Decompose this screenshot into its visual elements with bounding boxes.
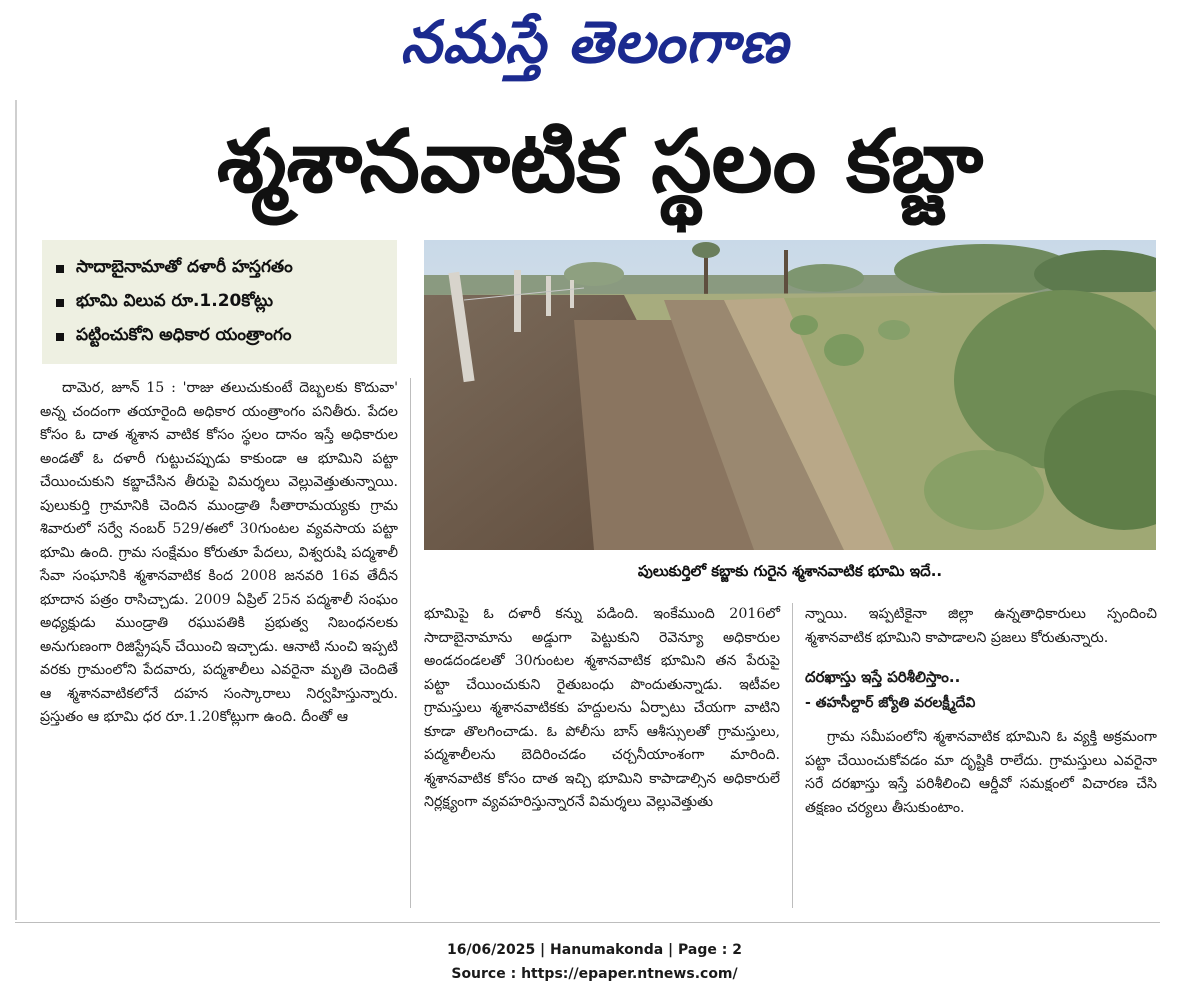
- highlight-text: భూమి విలువ రూ.1.20కోట్లు: [76, 291, 273, 311]
- footer-edition-info: 16/06/2025 | Hanumakonda | Page : 2: [447, 942, 742, 958]
- article-subhead-byline: - తహసీల్దార్ జ్యోతి వరలక్ష్మీదేవి: [805, 695, 976, 711]
- square-bullet-icon: [56, 299, 64, 307]
- margin-rule: [15, 100, 17, 920]
- article-subhead: దరఖాస్తు ఇస్తే పరిశీలిస్తాం..: [805, 668, 961, 686]
- column-divider: [792, 603, 793, 908]
- highlights-box: [42, 240, 397, 364]
- footer-rule: [15, 922, 1160, 923]
- article-column-1: [40, 377, 398, 907]
- article-column-3: [805, 603, 1157, 908]
- square-bullet-icon: [56, 265, 64, 273]
- news-photo: [424, 240, 1156, 550]
- highlight-item: [56, 320, 385, 354]
- photo-caption: పులుకుర్తిలో కబ్జాకు గురైన శ్మశానవాటిక భూమి ఇదే..: [637, 562, 943, 580]
- highlight-text: పట్టించుకోని అధికార యంత్రాంగం: [76, 325, 292, 345]
- highlight-text: సాదాబైనామాతో దళారీ హస్తగతం: [76, 257, 293, 277]
- article-paragraph: గ్రామ సమీపంలోని శ్మశానవాటిక భూమిని ఓ వ్యక్తి అక్రమంగా పట్టా చేయించుకోవడం మా దృష్టికి రాలేదు. గ్రామస్తులు ఎవరైనా సరే దరఖాస్తు ఇస్తే పరిశీలించి ఆర్డీవో సమక్షంలో విచారణ చేసి తక్షణం చర్యలు తీసుకుంటాం.: [805, 729, 1157, 816]
- footer-source: Source : https://epaper.ntnews.com/: [451, 966, 738, 982]
- masthead-logo: నమస్తే తెలంగాణ: [400, 8, 789, 76]
- highlight-item: [56, 286, 385, 320]
- column-divider: [410, 378, 411, 908]
- article-paragraph: భూమిపై ఓ దళారీ కన్ను పడింది. ఇంకేముంది 2016లో సాదాబైనామాను అడ్డుగా పెట్టుకుని రెవెన్యూ అధికారుల అండదండలతో 30గుంటల శ్మశానవాటిక భూమిని తన పేరుపై పట్టా చేయించుకుని రైతుబంధు పొందుతున్నాడు. ఇటీవల గ్రామస్తులు శ్మశానవాటికకు హద్దులను ఏర్పాటు చేయగా వాటిని కూడా తొలగించాడు. ఓ పోలీసు బాస్ ఆశీస్సులతో గ్రామస్తులు, పద్మశాలీలను బెదిరించడం చర్చనీయాంశంగా మారింది. శ్మశానవాటిక కోసం దాత ఇచ్చి భూమిని కాపాడాల్సిన అధికారులే నిర్లక్ష్యంగా వ్యవహరిస్తున్నారనే విమర్శలు వెల్లువెత్తుతు: [424, 606, 780, 810]
- square-bullet-icon: [56, 333, 64, 341]
- article-column-2: [424, 603, 780, 908]
- headline: శ్మశానవాటిక స్థలం కబ్జా: [216, 112, 984, 212]
- article-paragraph: దామెర, జూన్ 15 : 'రాజు తలుచుకుంటే దెబ్బలకు కొదువా' అన్న చందంగా తయారైంది అధికార యంత్రాంగం పనితీరు. పేదల కోసం ఓ దాత శ్మశాన వాటిక కోసం స్థలం దానం ఇస్తే అధికారుల అండతో ఓ దళారీ గుట్టుచప్పుడు కాకుండా ఆ భూమిని పట్టా చేయించుకుని కబ్జాచేసిన తీరుపై విమర్శలు వెల్లువెత్తుతున్నాయి. పులుకుర్తి గ్రామానికి చెందిన ముండ్రాతి సీతారామయ్యకు గ్రామ శివారులో సర్వే నంబర్ 529/ఈలో 30గుంటల వ్యవసాయ పట్టా భూమి ఉంది. గ్రామ సంక్షేమం కోరుతూ పేదలు, విశ్వరుషి పద్మశాలీ సేవా సంఘానికి శ్మశానవాటిక కింద 2008 జనవరి 16వ తేదీన భూదాన పత్రం రాసిచ్చాడు. 2009 ఏప్రిల్ 25న పద్మశాలీ సంఘం అధ్యక్షుడు ముండ్రాతి రఘుపతికి ప్రభుత్వ నిబంధనలకు అనుగుణంగా రిజిస్ట్రేషన్ చేయించి ఇచ్చాడు. ఆనాటి నుంచి ఇప్పటి వరకు గ్రామంలోని పేదవారు, పద్మశాలీలు ఎవరైనా మృతి చెందితే ఆ శ్మశానవాటికలోనే దహన సంస్కారాలు నిర్వహిస్తున్నారు. ప్రస్తుతం ఆ భూమి ధర రూ.1.20కోట్లుగా ఉంది. దీంతో ఆ: [40, 380, 398, 725]
- article-paragraph: న్నాయి. ఇప్పటికైనా జిల్లా ఉన్నతాధికారులు స్పందించి శ్మశానవాటిక భూమిని కాపాడాలని ప్రజలు కోరుతున్నారు.: [805, 606, 1157, 646]
- highlight-item: [56, 252, 385, 286]
